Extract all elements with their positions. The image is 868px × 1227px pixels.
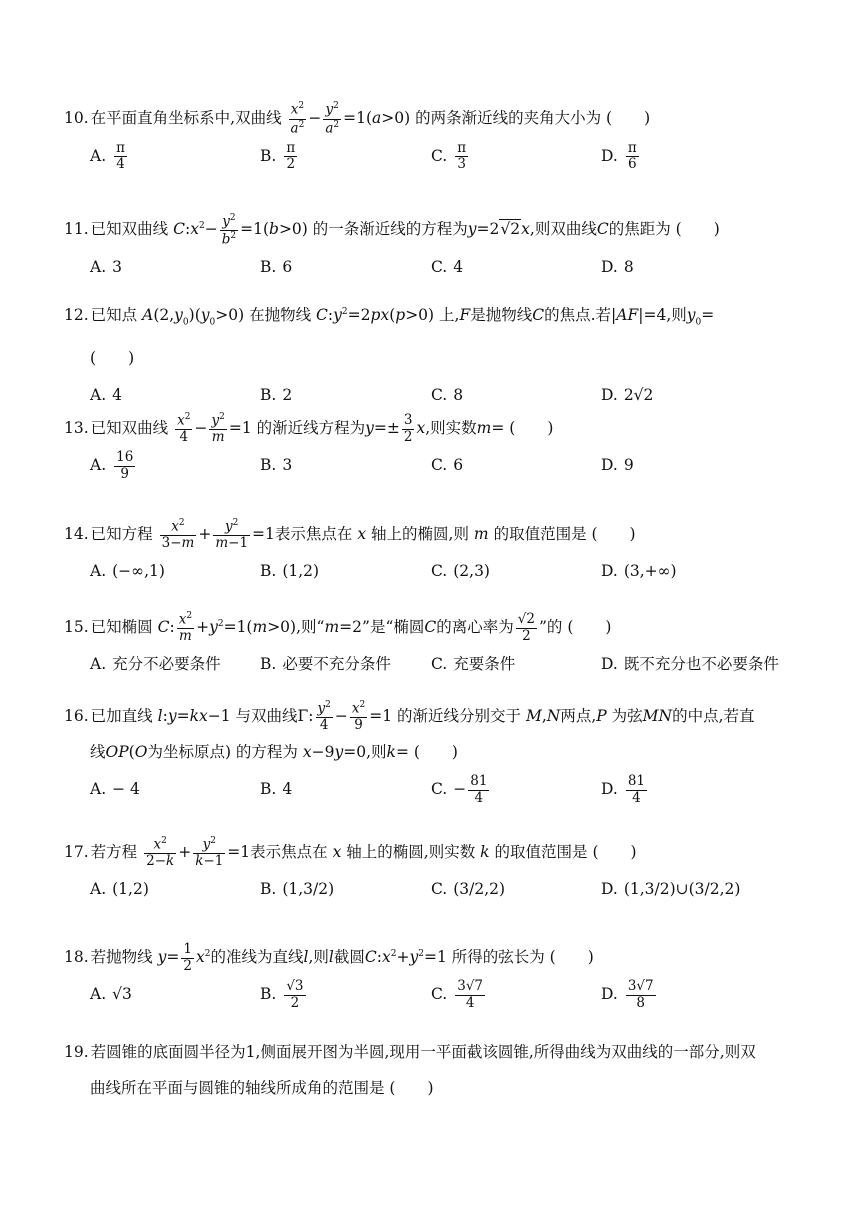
option-b: B. (1,3/2) xyxy=(260,880,335,898)
question-stem: 17. 若方程 $\frac{x^2}{2-k}$ + $\frac{y^2}{k-1}$ =1表示焦点在 x 轴上的椭圆,则实数 k 的取值范围是 ( ) xyxy=(64,836,637,870)
formula: $\frac{x^2}{4}$ xyxy=(177,412,191,446)
formula: $\frac{x^2}{3-m}$ xyxy=(161,518,195,552)
option-b: B. 3 xyxy=(260,456,293,474)
option-c: C. 8 xyxy=(431,386,464,405)
option-b: B. 必要不充分条件 xyxy=(260,655,391,674)
question-19: 19. 若圆锥的底面圆半径为1,侧面展开图为半圆,现用一平面截该圆锥,所得曲线为双曲线的一部分,则双 曲线所在平面与圆锥的轴线所成角的范围是 ( ) xyxy=(64,1034,804,1106)
option-a: A. 充分不必要条件 xyxy=(90,655,221,674)
question-14 xyxy=(64,516,804,590)
question-stem: 15. 已知椭圆 C: $\frac{x^2}{m}$ $+y^2=1(m>0)$,则“m=2”是“椭圆C的离心率为 $\frac{√2}{2}$ ”的 ( ) xyxy=(64,611,612,645)
formula: $\frac{1}{2}$ xyxy=(183,941,192,974)
question-11 xyxy=(64,208,804,286)
option-c: C. 4 xyxy=(431,257,464,276)
options xyxy=(64,649,804,683)
option-a: A. 4 xyxy=(90,386,122,405)
formula: $\frac{y^2}{4}$ xyxy=(317,700,331,734)
option-a: A. $\frac{16}{9}$ xyxy=(90,449,134,482)
option-c: C. − $\frac{81}{4}$ xyxy=(431,773,488,806)
options xyxy=(64,450,804,484)
option-c: C. $\frac{3√7}{4}$ xyxy=(431,978,484,1011)
question-stem: 12. 已知点 $A(2,y_0)(y_0>0)$ 在抛物线 $C:y^2=2px(p>0)$ 上,F是抛物线C的焦点.若|AF|=4,则$y_0=$ xyxy=(64,306,715,328)
option-d: D. 9 xyxy=(601,456,634,474)
question-stem: 18. 若抛物线 y= $\frac{1}{2}$ $x^2$的准线为直线l,则l截圆$C:x^2+y^2=1$ 所得的弦长为 ( ) xyxy=(64,941,594,974)
question-17 xyxy=(64,834,804,908)
option-d: D. 既不充分也不必要条件 xyxy=(601,655,779,674)
option-b: B. $\frac{\pi}{2}$ xyxy=(260,139,296,173)
question-16: 16. 已加直线 l:y=kx−1 与双曲线Γ: $\frac{y^2}{4}$ − $\frac{x^2}{9}$ =1 的渐近线分别交于 M,N两点,P 为弦MN的中点,若直 线OP(O为坐标原点) 的方程为 x−9y=0,则k= ( ) A. − 4 B. 4 C. − $\frac{81}{4}$ D. $\frac{81}{4}$ xyxy=(64,698,804,808)
option-a: A. − 4 xyxy=(90,780,140,798)
question-stem: 13. 已知双曲线 $\frac{x^2}{4}$ − $\frac{y^2}{m}$ =1 的渐近线方程为y=± $\frac{3}{2}$ x,则实数m= ( ) xyxy=(64,411,554,446)
option-d: D. (1,3/2)∪(3/2,2) xyxy=(601,880,741,898)
option-d: D. 2√2 xyxy=(601,386,654,405)
option-d: D. $\frac{\pi}{6}$ xyxy=(601,139,637,173)
question-stem: 10. 在平面直角坐标系中,双曲线 $\frac{x^2}{a^2}$ − $\frac{y^2}{a^2}$ =1(a>0) 的两条渐近线的夹角大小为 ( ) xyxy=(64,101,651,136)
options xyxy=(64,141,804,175)
option-a: A. (−∞,1) xyxy=(90,562,165,580)
question-12: 12. 已知点 $A(2,y_0)(y_0>0)$ 在抛物线 $C:y^2=2px(p>0)$ 上,F是抛物线C的焦点.若|AF|=4,则$y_0=$ ( ) A. 4 B. 2 C. 8 D. 2√2 xyxy=(64,294,804,414)
option-d: D. $\frac{3√7}{8}$ xyxy=(601,978,654,1011)
option-a: A. √3 xyxy=(90,985,132,1004)
options xyxy=(64,874,804,908)
question-stem: 19. 若圆锥的底面圆半径为1,侧面展开图为半圆,现用一平面截该圆锥,所得曲线为双曲线的一部分,则双 xyxy=(64,1043,756,1061)
option-b: B. 2 xyxy=(260,386,293,405)
option-a: A. 3 xyxy=(90,257,122,276)
options xyxy=(64,979,804,1013)
option-c: C. 充要条件 xyxy=(431,655,516,674)
formula: $\frac{y^2}{b^2}$ xyxy=(221,212,237,248)
options xyxy=(64,774,804,808)
option-c: C. $\frac{\pi}{3}$ xyxy=(431,139,467,173)
option-c: C. (3/2,2) xyxy=(431,880,506,898)
option-a: A. $\frac{\pi}{4}$ xyxy=(90,139,125,173)
options xyxy=(64,252,804,286)
option-d: D. (3,+∞) xyxy=(601,562,677,580)
option-c: C. 6 xyxy=(431,456,464,474)
option-d: D. 8 xyxy=(601,257,634,276)
question-15 xyxy=(64,606,804,683)
question-18 xyxy=(64,936,804,1013)
option-b: B. 6 xyxy=(260,257,293,276)
formula: $\frac{x^2}{a^2}$ xyxy=(290,101,305,136)
options xyxy=(64,556,804,590)
question-stem: 11. 已知双曲线 $C:x^2-$ $\frac{y^2}{b^2}$ =1(b>0) 的一条渐近线的方程为y=2√2x,则双曲线C的焦距为 ( ) xyxy=(64,212,720,248)
option-a: A. (1,2) xyxy=(90,880,149,898)
option-c: C. (2,3) xyxy=(431,562,490,580)
option-d: D. $\frac{81}{4}$ xyxy=(601,773,645,806)
formula: $\frac{x^2}{2-k}$ xyxy=(146,836,175,870)
option-b: B. 4 xyxy=(260,780,293,798)
question-stem: 16. 已加直线 l:y=kx−1 与双曲线Γ: $\frac{y^2}{4}$ − $\frac{x^2}{9}$ =1 的渐近线分别交于 M,N两点,P 为弦MN的中点,若直 xyxy=(64,700,755,734)
question-10 xyxy=(64,100,804,175)
option-b: B. $\frac{√3}{2}$ xyxy=(260,978,304,1011)
question-stem: 14. 已知方程 $\frac{x^2}{3-m}$ + $\frac{y^2}{m-1}$ =1表示焦点在 x 轴上的椭圆,则 m 的取值范围是 ( ) xyxy=(64,518,636,552)
question-13 xyxy=(64,410,804,484)
option-b: B. (1,2) xyxy=(260,562,320,580)
formula: $\frac{x^2}{m}$ xyxy=(178,611,193,645)
